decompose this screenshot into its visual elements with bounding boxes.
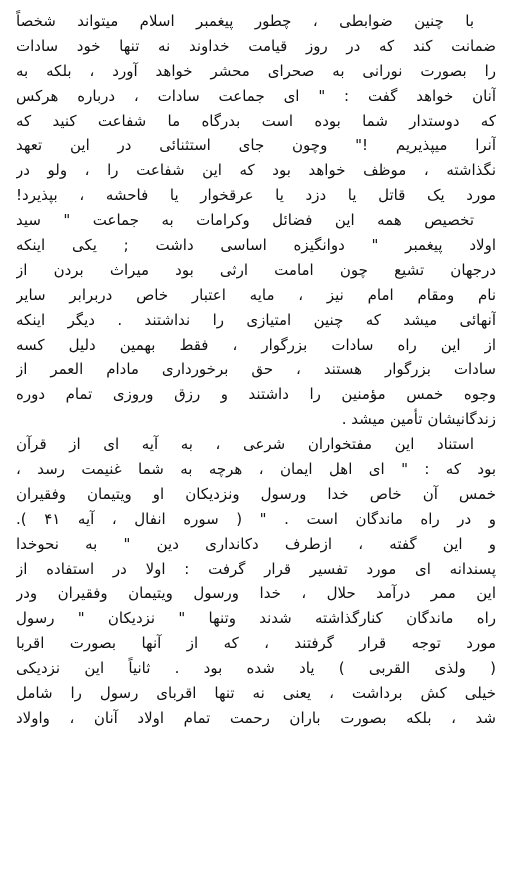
text-line: با چنین ضوابطی ، چطور پیغمبر اسلام میتواند شخصاً bbox=[16, 12, 474, 30]
text-line: استناد این مفتخواران شرعی ، به آیه ای از قرآن bbox=[16, 435, 474, 454]
text-line: ( ولذی القربی ) یاد شده بود . ثانیاً این نزدیکی bbox=[16, 659, 496, 678]
text-line: آنهائی میشد که چنین امتیازی را نداشتند . دیگر اینکه bbox=[16, 310, 496, 329]
text-line: نگذاشته ، موظف خواهد بود که این شفاعت را ، ولو در bbox=[16, 161, 496, 180]
text-line: تخصیص همه این فضائل وکرامات به جماعت " سید bbox=[16, 211, 474, 230]
paragraph bbox=[16, 208, 496, 432]
paragraph bbox=[16, 9, 496, 208]
text-line: و در راه ماندگان است . " ( سوره انفال ، آیه ۴۱ ). bbox=[16, 509, 496, 528]
text-line: خیلی کش برداشت ، یعنی نه تنها اقربای رسول را شامل bbox=[16, 684, 496, 703]
text-line: سادات بزرگوار هستند ، حق برخورداری مادام العمر از bbox=[16, 360, 496, 379]
text-line: شد ، بلکه بصورت باران رحمت تمام اولاد آنان ، واولاد bbox=[16, 708, 496, 727]
text-line: اولاد پیغمبر " دوانگیزه اساسی داشت ; یکی اینکه bbox=[16, 236, 496, 255]
text-line: خمس آن خاص خدا ورسول ونزدیکان او ویتیمان وفقیران bbox=[16, 484, 496, 503]
text-line: زندگانیشان تأمین میشد . bbox=[341, 410, 496, 429]
text-line: آنان خواهد گفت : " ای جماعت سادات ، درباره هرکس bbox=[16, 86, 496, 105]
text-line: بود که : " ای اهل ایمان ، هرچه به شما غنیمت رسد ، bbox=[16, 460, 496, 479]
text-line: و این گفته ، ازطرف دکانداری دین " به نحوخدا bbox=[16, 534, 496, 553]
text-line: درجهان تشیع چون امامت ارثی بود میراث بردن از bbox=[16, 260, 496, 279]
text-line: وجوه خمس مؤمنین را داشتند و رزق وروزی تمام دوره bbox=[16, 385, 496, 404]
text-line: از این راه سادات بزرگوار ، فقط بهمین دلیل کسه bbox=[16, 335, 496, 354]
text-line: مورد توجه قرار گرفتند ، که از آنها بصورت اقربا bbox=[16, 634, 496, 653]
text-line: مورد یک قاتل یا دزد یا عرقخوار یا فاحشه ، بپذیرد! bbox=[16, 186, 496, 205]
text-line: که دوستدار شما بوده است بدرگاه ما شفاعت کنید که bbox=[16, 111, 496, 130]
text-line: آنرا میپذیریم !" وچون جای استثنائی در این تعهد bbox=[16, 136, 496, 155]
text-line: نام ومقام امام نیز ، مایه اعتبار خاص دربرابر سایر bbox=[16, 285, 496, 304]
text-line: این ممر درآمد حلال ، خدا ورسول ویتیمان وفقیران ودر bbox=[16, 584, 496, 603]
text-line: راه ماندگان کنارگذاشته شدند وتنها " نزدیکان " رسول bbox=[16, 609, 496, 628]
text-line: را بصورت نورانی به صحرای محشر خواهد آورد ، بلکه به bbox=[16, 61, 496, 80]
text-line: پسندانه ای مورد تفسیر قرار گرفت : اولا در استفاده از bbox=[16, 559, 496, 578]
paragraph bbox=[16, 432, 496, 731]
text-line: ضمانت کند که در روز قیامت خداوند نه تنها خود سادات bbox=[16, 36, 496, 55]
